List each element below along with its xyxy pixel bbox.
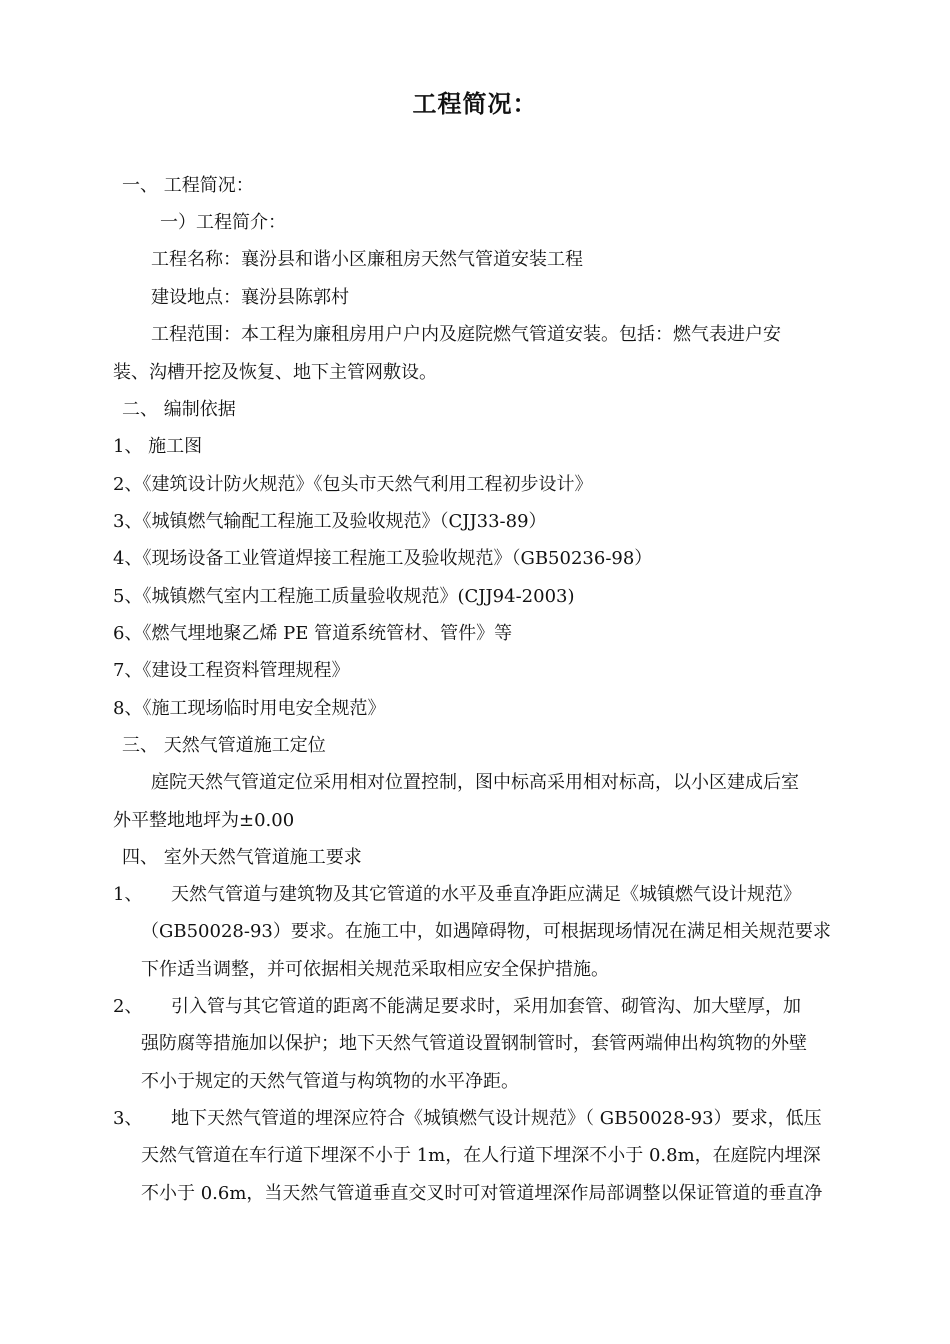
requirement-number: 3、 <box>113 1108 143 1129</box>
basis-item: 7、《建设工程资料管理规程》 <box>113 660 350 681</box>
project-name: 工程名称：襄汾县和谐小区廉租房天然气管道安装工程 <box>151 249 583 270</box>
requirement-number: 2、 <box>113 996 143 1017</box>
project-scope-line1: 工程范围：本工程为廉租房用户户内及庭院燃气管道安装。包括：燃气表进户安 <box>151 324 781 345</box>
requirement-2-line2: 强防腐等措施加以保护；地下天然气管道设置钢制管时，套管两端伸出构筑物的外壁 <box>141 1033 807 1054</box>
basis-item: 1、 施工图 <box>113 436 203 457</box>
requirement-3-line3: 不小于 0.6m，当天然气管道垂直交叉时可对管道埋深作局部调整以保证管道的垂直净 <box>141 1183 823 1204</box>
requirement-number: 1、 <box>113 884 143 905</box>
basis-item: 4、《现场设备工业管道焊接工程施工及验收规范》（GB50236-98） <box>113 548 653 569</box>
section4-heading: 四、 室外天然气管道施工要求 <box>122 847 362 868</box>
project-location: 建设地点：襄汾县陈郭村 <box>151 287 349 308</box>
requirement-1-line1: 天然气管道与建筑物及其它管道的水平及垂直净距应满足《城镇燃气设计规范》 <box>171 884 801 905</box>
project-scope-line2: 装、沟槽开挖及恢复、地下主管网敷设。 <box>113 362 437 383</box>
basis-item: 2、《建筑设计防火规范》《包头市天然气利用工程初步设计》 <box>113 474 593 495</box>
basis-item: 6、《燃气埋地聚乙烯 PE 管道系统管材、管件》等 <box>113 623 513 644</box>
section3-paragraph-line2: 外平整地地坪为±0.00 <box>113 810 295 831</box>
section1-sub-heading: 一）工程简介： <box>160 212 286 233</box>
requirement-3-line2: 天然气管道在车行道下埋深不小于 1m，在人行道下埋深不小于 0.8m，在庭院内埋深 <box>141 1145 821 1166</box>
requirement-1-line2: （GB50028-93）要求。在施工中，如遇障碍物，可根据现场情况在满足相关规范要求 <box>141 921 831 942</box>
section3-paragraph-line1: 庭院天然气管道定位采用相对位置控制，图中标高采用相对标高，以小区建成后室 <box>151 772 799 793</box>
requirement-2-line1: 引入管与其它管道的距离不能满足要求时，采用加套管、砌管沟、加大壁厚，加 <box>171 996 801 1017</box>
section1-heading: 一、 工程简况： <box>122 175 254 196</box>
basis-item: 5、《城镇燃气室内工程施工质量验收规范》(CJJ94-2003) <box>113 586 575 607</box>
requirement-1-line3: 下作适当调整，并可依据相关规范采取相应安全保护措施。 <box>141 959 609 980</box>
requirement-3-line1: 地下天然气管道的埋深应符合《城镇燃气设计规范》（ GB50028-93）要求，低压 <box>171 1108 822 1129</box>
requirement-2-line3: 不小于规定的天然气管道与构筑物的水平净距。 <box>141 1071 519 1092</box>
document-title: 工程简况： <box>412 90 538 118</box>
basis-item: 8、《施工现场临时用电安全规范》 <box>113 698 386 719</box>
basis-item: 3、《城镇燃气输配工程施工及验收规范》（CJJ33-89） <box>113 511 547 532</box>
section3-heading: 三、 天然气管道施工定位 <box>122 735 326 756</box>
section2-heading: 二、 编制依据 <box>122 399 236 420</box>
